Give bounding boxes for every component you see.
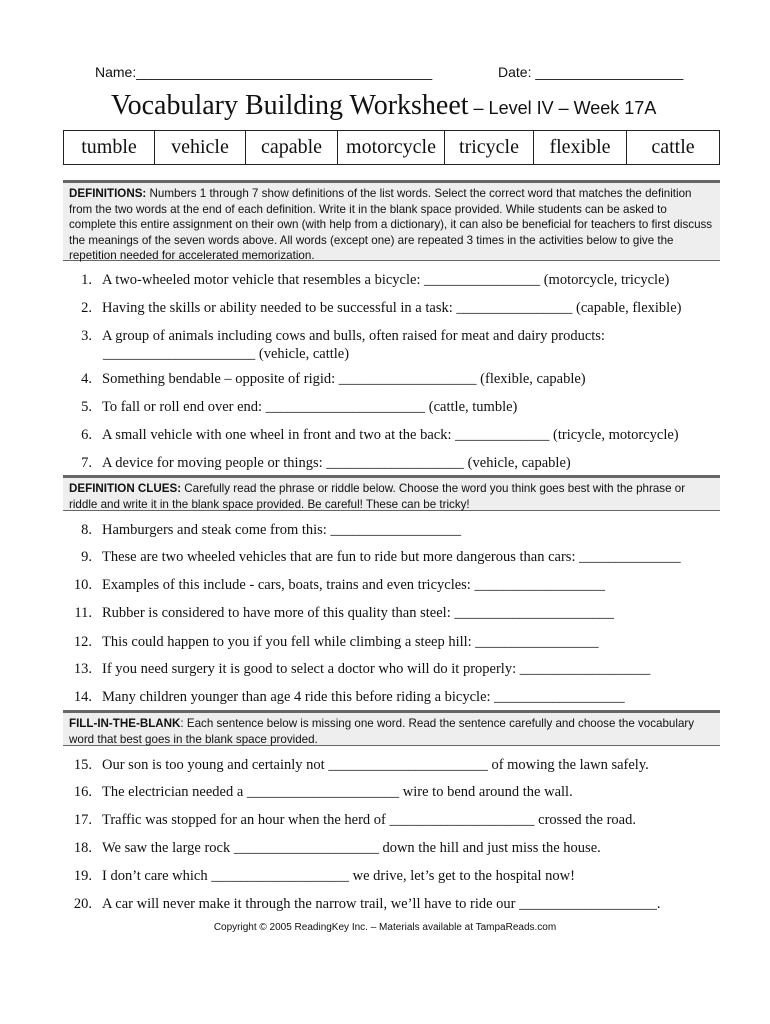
question-19 <box>66 867 575 885</box>
question-5 <box>66 398 517 416</box>
question-number: 18. <box>73 840 92 856</box>
question-number: 6. <box>81 427 92 443</box>
question-10 <box>66 576 605 594</box>
question-number: 14. <box>73 689 92 705</box>
fill-instructions <box>63 710 720 746</box>
question-number: 16. <box>73 784 92 800</box>
clues-text: Carefully read the phrase or riddle below. Choose the word you think goes best with the phrase or riddle and write it in the blank space provided. Be careful! These can be tricky! <box>69 482 686 511</box>
question-text: A small vehicle with one wheel in front and two at the back: _____________ (tricycle, motorcycle) <box>102 427 679 443</box>
clues-instructions <box>63 475 720 511</box>
question-text: Rubber is considered to have more of this quality than steel: ______________________ <box>102 605 614 621</box>
question-8 <box>66 521 461 539</box>
question-7 <box>66 454 571 472</box>
question-number: 2. <box>81 300 92 316</box>
question-number: 15. <box>73 757 92 773</box>
question-text: Examples of this include - cars, boats, trains and even tricycles: __________________ <box>102 577 605 593</box>
question-number: 12. <box>73 634 92 650</box>
fill-heading: FILL-IN-THE-BLANK <box>69 717 181 730</box>
question-text: I don’t care which ___________________ we drive, let’s get to the hospital now! <box>102 868 575 884</box>
question-1 <box>66 271 669 289</box>
question-17 <box>66 811 636 829</box>
question-3-answer-line: _____________________ (vehicle, cattle) <box>103 346 350 362</box>
question-text: Our son is too young and certainly not ______________________ of mowing the lawn safely. <box>102 757 649 773</box>
question-text: Something bendable – opposite of rigid: ___________________ (flexible, capable) <box>102 371 586 387</box>
question-16 <box>66 783 573 801</box>
question-20 <box>66 895 661 913</box>
question-number: 10. <box>73 577 92 593</box>
question-text: The electrician needed a _____________________ wire to bend around the wall. <box>102 784 573 800</box>
clues-heading: DEFINITION CLUES: <box>69 482 182 495</box>
question-15 <box>66 756 649 774</box>
question-number: 1. <box>81 272 92 288</box>
question-text: A device for moving people or things: ___________________ (vehicle, capable) <box>102 455 571 471</box>
question-12 <box>66 633 599 651</box>
question-text: Having the skills or ability needed to be successful in a task: ________________ (capable, flexible) <box>102 300 682 316</box>
definitions-instructions <box>63 180 720 261</box>
worksheet-title <box>111 90 656 122</box>
copyright-notice: Copyright © 2005 ReadingKey Inc. – Materials available at TampaReads.com <box>213 922 557 933</box>
word-bank-cell: motorcycle <box>338 131 445 165</box>
question-text: A group of animals including cows and bulls, often raised for meat and dairy products: <box>102 328 605 344</box>
question-number: 13. <box>73 661 92 677</box>
word-bank-cell: vehicle <box>155 131 246 165</box>
question-text: Hamburgers and steak come from this: __________________ <box>102 522 461 538</box>
question-number: 17. <box>73 812 92 828</box>
fill-text: : Each sentence below is missing one word. Read the sentence carefully and choose the vocabulary word that best goes in the blank space provided. <box>69 717 695 746</box>
question-6 <box>66 426 679 444</box>
word-bank-table <box>63 130 720 165</box>
word-bank-cell: flexible <box>534 131 627 165</box>
question-number: 5. <box>81 399 92 415</box>
name-field[interactable]: Name:______________________________________ <box>95 64 433 80</box>
question-number: 7. <box>81 455 92 471</box>
question-2 <box>66 299 681 317</box>
question-text: This could happen to you if you fell while climbing a steep hill: _________________ <box>102 634 599 650</box>
question-number: 19. <box>73 868 92 884</box>
question-number: 8. <box>81 522 92 538</box>
date-field[interactable]: Date: ___________________ <box>498 64 684 80</box>
question-text: Many children younger than age 4 ride this before riding a bicycle: __________________ <box>102 689 625 705</box>
question-text: If you need surgery it is good to select a doctor who will do it properly: __________________ <box>102 661 651 677</box>
question-4 <box>66 370 586 388</box>
question-text: We saw the large rock ____________________ down the hill and just miss the house. <box>102 840 601 856</box>
question-text: These are two wheeled vehicles that are fun to ride but more dangerous than cars: ______________ <box>102 549 681 565</box>
question-number: 20. <box>73 896 92 912</box>
question-text: To fall or roll end over end: ______________________ (cattle, tumble) <box>102 399 518 415</box>
word-bank-cell: tricycle <box>445 131 534 165</box>
question-14 <box>66 688 625 706</box>
word-bank-cell: tumble <box>64 131 155 165</box>
word-bank-cell: capable <box>246 131 338 165</box>
question-number: 3. <box>81 328 92 344</box>
question-number: 11. <box>74 605 92 621</box>
question-18 <box>66 839 601 857</box>
question-text: A two-wheeled motor vehicle that resembles a bicycle: ________________ (motorcycle, tricycle) <box>102 272 670 288</box>
word-bank-cell: cattle <box>627 131 720 165</box>
question-9 <box>66 548 681 566</box>
question-number: 4. <box>81 371 92 387</box>
definitions-text: Numbers 1 through 7 show definitions of the list words. Select the correct word that matches the definition from the two words at the end of each definition. Write it in the blank space provided. While students can be asked to complete this entire assignment on their own (with help from a dictionary), it can also be beneficial for teachers to first discuss the meanings of the seven words above. All words (except one) are repeated 3 times in the activities below to give the repetition needed for accelerated memorization. <box>69 187 713 262</box>
title-main: Vocabulary Building Worksheet <box>111 90 469 121</box>
question-11 <box>66 604 614 622</box>
title-subtitle: – Level IV – Week 17A <box>468 98 657 118</box>
question-text: A car will never make it through the narrow trail, we’ll have to ride our ___________________. <box>102 896 661 912</box>
question-text: Traffic was stopped for an hour when the herd of ____________________ crossed the road. <box>102 812 636 828</box>
definitions-heading: DEFINITIONS: <box>69 187 147 200</box>
question-13 <box>66 660 650 678</box>
question-number: 9. <box>81 549 92 565</box>
question-3 <box>66 327 605 345</box>
